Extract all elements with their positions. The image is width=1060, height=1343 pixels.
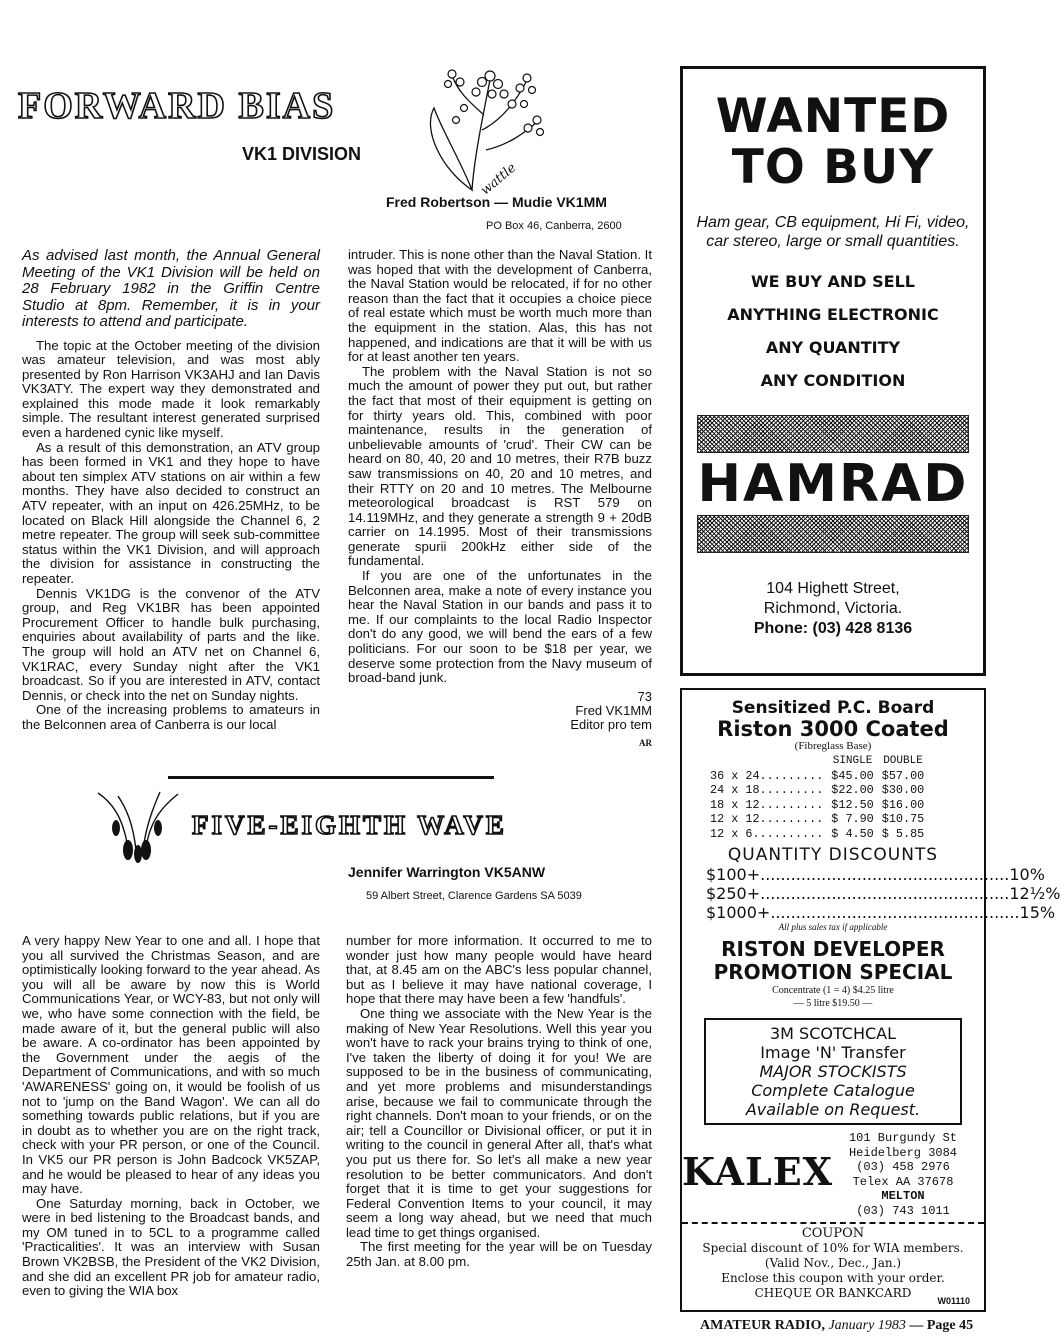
price-header-blank	[706, 754, 827, 769]
section-divider	[168, 776, 494, 779]
article1-signoff	[348, 690, 652, 732]
price-size: 36 x 24.........	[710, 768, 824, 783]
division-subtitle: VK1 DIVISION	[242, 144, 362, 164]
price-header: DOUBLE	[883, 755, 923, 767]
price-double: $30.00	[881, 783, 925, 797]
price-row	[706, 769, 928, 784]
price-single: $ 4.50	[831, 826, 874, 841]
price-single: $22.00	[831, 783, 874, 797]
article2-column1	[22, 934, 320, 1299]
price-table	[706, 754, 928, 841]
article1-para: The topic at the October meeting of the division was amateur television, and was most ably presented by Ron Harrison VK3AHJ and Ian Davis VK3ATY. The expert way they demonstrated and explained this mode made it look remarkably simple. The resultant interest generated surprised even a hardened cynic like myself.	[22, 337, 320, 441]
article2-para: One thing we associate with the New Year is the making of New Year Resolutions. Well this year you won't have to rack your brains trying to think of one, I've taken the liberty of doing it for you! We are supposed to be in the business of communicating, and yet more problems and misunderstandings arise, because we fail to communicate through the right channels. Don't moan to your friends, or on the air; tell a Councillor or Divisional officer, or put it in writing to the council in general After all, that's what you put us there for. So let's all make a new year resolution to be better communicators. And don't forget that it is time to get your suggestions for Federal Convention Items to your council, it may seem a long way ahead, but we need that much lead time to get things organised.	[346, 1005, 652, 1240]
article2-address: 59 Albert Street, Clarence Gardens SA 5039	[366, 890, 582, 902]
kalex-logo: KALEX	[682, 1149, 834, 1194]
quantity-discounts-title: QUANTITY DISCOUNTS	[727, 845, 939, 865]
price-row	[706, 783, 928, 798]
price-double: $57.00	[881, 768, 925, 783]
discount-row	[682, 865, 1045, 884]
hamrad-line: ANYTHING ELECTRONIC	[727, 305, 939, 324]
article1-para: Dennis VK1DG is the convenor of the ATV group, and Reg VK1BR has been appointed Procurement Officer to handle bulk purchasing, enquiries about availability of parts and the like. The group will hold an ATV net on Channel 6, VK1RAC, every Sunday night after the VK1 broadcast. So if you are interested in ATV, contact Dennis, or check into the net on Sunday nights.	[22, 585, 320, 703]
headline-line: WANTED	[715, 89, 951, 144]
article1-para: If you are one of the unfortunates in the Belconnen area, make a note of every instance you hear the Naval Station in our bands and pass it to me. If our complaints to the local Radio Inspector don't do any good, we will bend the ears of a few politicians. For our soon to be $18 per year, we deserve some protection from the Navy museum of broad-band junk.	[348, 568, 652, 686]
article1-author: Fred Robertson — Mudie VK1MM	[386, 194, 607, 210]
kalex-heading3: (Fibreglass Base)	[794, 740, 872, 752]
article2-para: One Saturday morning, back in October, we were in bed listening to the Broadcast bands, and my OM tuned in to 5CL to a programme called 'Practicalities'. It was an interview with Susan Brown VK2BSB, the President of the VK2 Division, and she did an excellent PR job for amateur radio, even to giving the WIA box	[22, 1195, 320, 1299]
kalex-address-line: MELTON	[881, 1189, 925, 1203]
tax-note: All plus sales tax if applicable	[778, 922, 888, 932]
dot-leader: .................................................	[760, 884, 1010, 903]
five-litre-price: — 5 litre $19.50 —	[793, 998, 873, 1009]
coupon-line: (Valid Nov., Dec., Jan.)	[764, 1256, 902, 1270]
hamrad-address-line: 104 Highett Street,	[766, 580, 900, 597]
discount-row	[682, 884, 1060, 903]
discount-row	[682, 903, 1056, 922]
hamrad-line: ANY CONDITION	[760, 371, 906, 390]
article1-column1	[22, 248, 320, 733]
hatch-band-bottom	[697, 515, 969, 553]
kalex-address-line: 101 Burgundy St	[848, 1131, 958, 1145]
promo-line: RISTON DEVELOPER	[721, 937, 945, 961]
price-double: $10.75	[881, 812, 925, 826]
scotch-line: 3M SCOTCHCAL	[769, 1024, 897, 1043]
price-size: 24 x 18.........	[710, 783, 824, 797]
scotch-italic-line: Available on Request.	[745, 1100, 921, 1119]
antenna-logo	[88, 788, 188, 868]
price-header-row	[706, 754, 928, 769]
hamrad-address-line: Richmond, Victoria.	[763, 600, 903, 617]
article1-address: PO Box 46, Canberra, 2600	[486, 220, 622, 232]
discount-pct: 15%	[1019, 903, 1056, 922]
price-single: $12.50	[831, 797, 874, 812]
price-size: 18 x 12.........	[710, 797, 824, 812]
price-row	[706, 812, 928, 827]
coupon-line: Special discount of 10% for WIA members.	[702, 1241, 964, 1255]
signoff-line: Editor pro tem	[570, 716, 652, 732]
forward-bias-title: FORWARD BIAS	[18, 85, 336, 127]
discount-amount: $100+	[706, 865, 761, 884]
price-row	[706, 827, 928, 842]
promo-line: PROMOTION SPECIAL	[713, 960, 953, 984]
price-single: $45.00	[831, 768, 874, 783]
concentrate-price: Concentrate (1 = 4) $4.25 litre	[772, 985, 894, 996]
riston-promo	[682, 938, 984, 984]
price-header: SINGLE	[832, 755, 873, 767]
coupon-line: Enclose this coupon with your order.	[721, 1271, 945, 1285]
article1-lede: As advised last month, the Annual General Meeting of the VK1 Division will be held on 28 February 1982 in the Griffin Centre Studio at 8pm. Remember, it is in your interests to attend and participate.	[22, 247, 320, 330]
wia-coupon	[682, 1222, 984, 1301]
kalex-address-line: Telex AA 37678	[852, 1174, 954, 1189]
hamrad-line: WE BUY AND SELL	[751, 272, 915, 291]
coupon-line: CHEQUE OR BANKCARD	[754, 1286, 912, 1300]
discount-pct: 12½%	[1009, 884, 1060, 903]
kalex-contact	[682, 1131, 984, 1218]
scotch-line: Image 'N' Transfer	[760, 1043, 906, 1062]
signoff-line: 73	[637, 688, 652, 704]
hamrad-description: Ham gear, CB equipment, Hi Fi, video, car stereo, large or small quantities.	[696, 214, 970, 250]
hatch-band-top	[697, 415, 969, 453]
footer-date: January 1983	[828, 1318, 906, 1333]
discount-amount: $1000+	[706, 903, 771, 922]
price-single: $ 7.90	[831, 812, 874, 826]
signoff-line: Fred VK1MM	[575, 702, 652, 718]
price-size: 12 x 6..........	[710, 826, 824, 841]
article2-author: Jennifer Warrington VK5ANW	[348, 864, 546, 880]
footer-page: — Page 45	[909, 1318, 974, 1333]
coupon-code: W01110	[937, 1296, 970, 1306]
article1-para: intruder. This is none other than the Naval Station. It was hoped that with the development of Canberra, the Naval Station would be relocated, if for no other reason than the fact that it occupies a choice piece of real estate which must be worth much more than the equipment in the station. Alas, this has not happened, and indications are that it will be with us for at least another ten years.	[348, 247, 652, 365]
page-footer	[700, 1318, 973, 1334]
scotch-italic-line: MAJOR STOCKISTS	[759, 1062, 907, 1081]
article2-column2	[346, 934, 652, 1270]
discount-amount: $250+	[706, 884, 761, 903]
wanted-headline	[683, 91, 983, 193]
discount-pct: 10%	[1009, 865, 1045, 884]
headline-line: TO BUY	[731, 140, 935, 195]
kalex-heading1: Sensitized P.C. Board	[731, 698, 935, 718]
kalex-address-line: (03) 458 2976	[856, 1160, 950, 1174]
kalex-address-line: (03) 743 1011	[856, 1203, 950, 1218]
hamrad-brand: HAMRAD	[697, 454, 969, 514]
article2-para: number for more information. It occurred to me to wonder just how many people would have heard that, at 8.45 am on the ABC's less popular channel, but as I believe it may have national coverage, I hope that there may have been a few 'handfuls'.	[346, 933, 652, 1007]
article1-column2	[348, 248, 652, 750]
dot-leader: .................................................	[770, 903, 1020, 922]
dot-leader: .................................................	[760, 865, 1010, 884]
hamrad-line: ANY QUANTITY	[765, 338, 901, 357]
price-row	[706, 798, 928, 813]
kalex-address	[822, 1131, 984, 1218]
article1-para: As a result of this demonstration, an ATV group has been formed in VK1 and they hope to have about ten simplex ATV stations on air within a few months. They have also decided to construct an ATV repeater, with an input on 426.25MHz, to be located on Black Hill alongside the Channel 6, 2 metre repeater. The group will seek sub-committee status within the VK1 Division, and will approach the division for assistance in constructing the repeater.	[22, 439, 320, 586]
price-double: $16.00	[881, 797, 925, 812]
price-size: 12 x 12.........	[710, 812, 824, 826]
kalex-advertisement	[680, 688, 1060, 1312]
wattle-caption: wattle	[477, 160, 520, 199]
article2-para: The first meeting for the year will be on Tuesday 25th Jan. at 8.00 pm.	[346, 1239, 652, 1270]
article2-para: A very happy New Year to one and all. I hope that you all survived the Christmas Season, and are optimistically looking forward to the year ahead. As you will all be aware by now this is World Communications Year, or WCY-83, but not only will we, who have some connection with the field, be made aware of it, but the general public will also be aware. A co-ordinator has been appointed by the Government under the aegis of the Department of Communications, and with so much 'AWARENESS' going on, it would be foolish of us not to 'jump on the Band Wagon'. We can all do something towards public relations, but if you are in doubt as to whether you are on the right track, check with your PR person, or one of the Council. In VK5 our PR person is John Badcock VK5ZAP, and he would be pleased to hear of any ideas you may have.	[22, 933, 320, 1197]
scotch-italic-line: Complete Catalogue	[751, 1081, 915, 1100]
wattle-logo	[412, 60, 552, 200]
article1-para: The problem with the Naval Station is not so much the amount of power they put out, but rather the fact that most of their equipment is getting on for thirty years old. This, combined with poor maintenance, results in the generation of unbelievable amounts of 'crud'. Their CW can be heard on 80, 40, 20 and 10 metres, their R7B buzz saw transmissions on 40, 20 and 10 metres, and their RTTY on 20 and 10 metres. The Melbourne meteorological broadcast is RST 579 on 14.119MHz, and they generate a strength 9 + 20dB carrier on 14.1995. Most of their transmissions generate spurii 200kHz either side of the fundamental.	[348, 363, 652, 569]
article1-para: One of the increasing problems to amateurs in the Belconnen area of Canberra is our local	[22, 702, 320, 732]
price-double: $ 5.85	[881, 826, 925, 841]
hamrad-phone: Phone: (03) 428 8136	[753, 620, 913, 637]
coupon-line: COUPON	[801, 1226, 865, 1241]
article-end-mark: AR	[639, 737, 652, 748]
footer-publication: AMATEUR RADIO,	[700, 1318, 825, 1333]
kalex-heading2: Riston 3000 Coated	[717, 717, 949, 741]
scotchcal-box	[704, 1018, 962, 1125]
hamrad-advertisement	[680, 66, 986, 676]
kalex-address-line: Heidelberg 3084	[848, 1145, 958, 1160]
five-eighth-wave-title: FIVE-EIGHTH WAVE	[192, 810, 507, 840]
